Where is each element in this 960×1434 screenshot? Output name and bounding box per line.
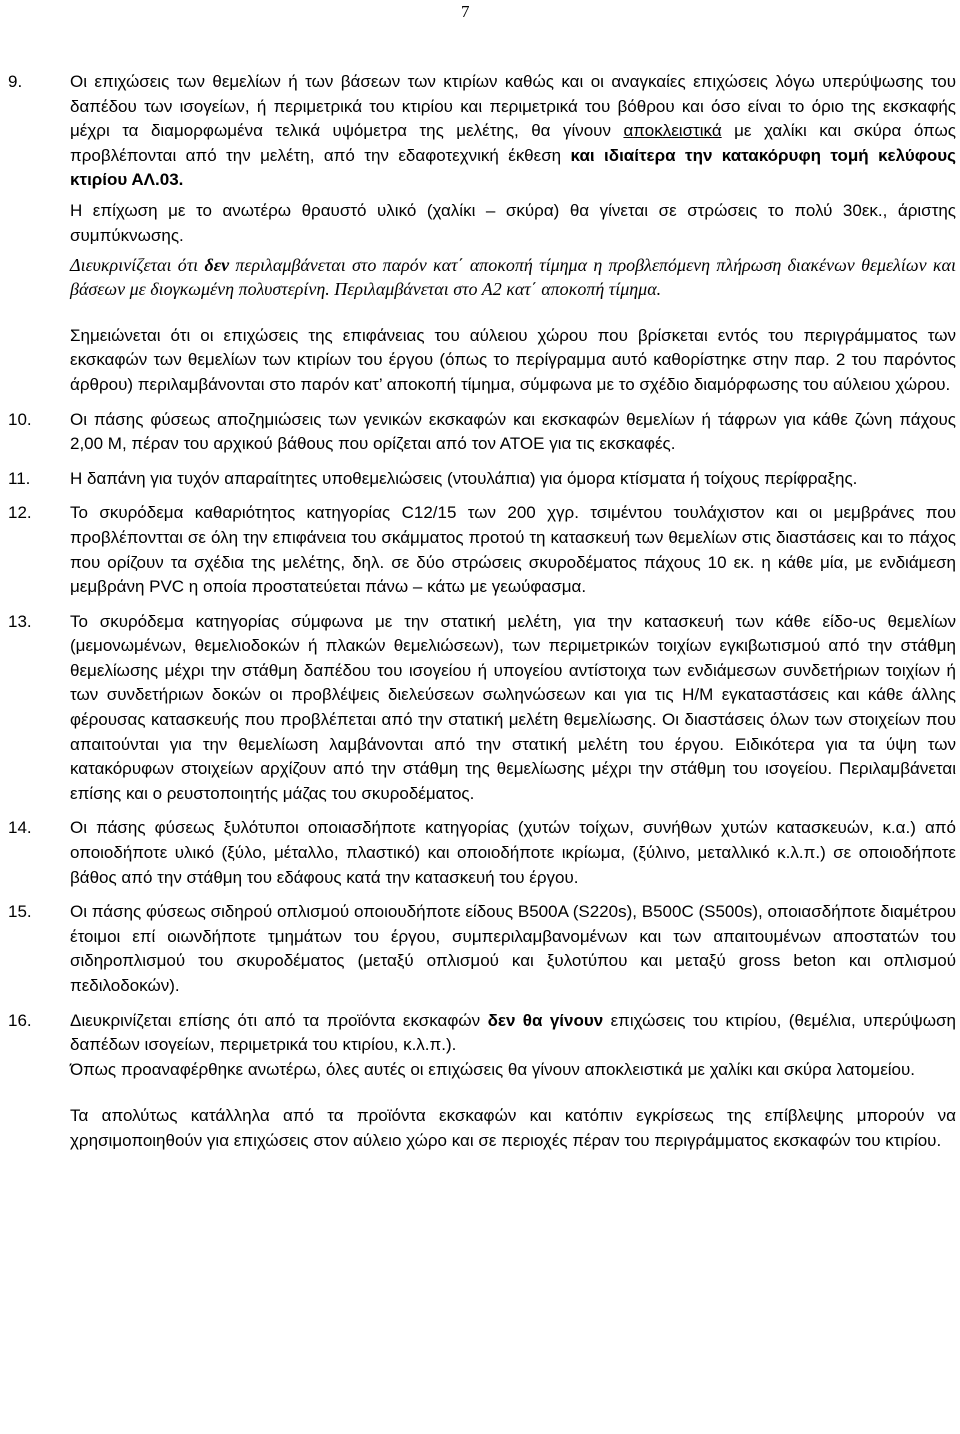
paragraph [70,70,956,193]
text-run: επιχώσεις του κτιρίου, (θεμέλια, υπερύψωση δαπέδων ισογείων, περιμετρικά του κτιρίου, κ.λ.π.). [70,1010,956,1055]
paragraph: Η επίχωση με το ανωτέρω θραυστό υλικό (χαλίκι – σκύρα) θα γίνεται σε στρώσεις το πολύ 30εκ., άριστης συμπύκνωσης. [70,200,956,245]
list-item-15 [0,900,960,998]
list-item-9 [0,70,960,398]
paragraph: Σημειώνεται ότι οι επιχώσεις της επιφάνειας του αύλειου χώρου που βρίσκεται εντός του περιγράμματος των εκσκαφών των θεμελίων των κτιρίων του έργου (όπως το περίγραμμα αυτό καθορίστηκε στην παρ. 2 του παρόντος άρθρου) περιλαμβάνονται στο παρόν κατ’ αποκοπή τίμημα, σύμφωνα με το σχέδιο διαμόρφωσης του αύλειου χώρου. [70,325,956,394]
item-content [70,1009,956,1154]
bold-text: δεν [204,255,230,276]
document-body [0,70,960,1154]
item-content [70,70,956,398]
list-item-11 [0,467,960,492]
paragraph: Τα απολύτως κατάλληλα από τα προϊόντα εκσκαφών και κατόπιν εγκρίσεως της επίβλεψης μπορούν να χρησιμοποιηθούν για επιχώσεις στον αύλειο χώρο και σε περιοχές πέραν του περιγράμματος εκσκαφών του κτιρίου. [70,1106,956,1150]
item-number: 13. [8,611,32,631]
list-item-16 [0,1009,960,1154]
paragraph [70,1009,956,1058]
paragraph: Το σκυρόδεμα καθαριότητος κατηγορίας C12/15 των 200 χγρ. τσιμέντου τουλάχιστον και οι μεμβράνες που προβλέποντται σε όλη την επιφάνεια του σκάμματος προτού τη κατασκευή των θεμελίων στις διαστάσεις και το πάχος που ορίζουν τα σχέδια της μελέτης, δηλ. σε δύο στρώσεις σκυροδέματος πάχους 10 εκ. η κάθε μία, με ενδιάμεση μεμβράνη PVC η οποία προστατεύεται πάνω – κάτω με γεωύφασμα. [70,503,956,597]
item-number: 12. [8,503,32,523]
item-number: 15. [8,902,32,922]
underlined-text: αποκλειστικά [623,121,722,141]
bold-text: δεν θα γίνουν [487,1010,604,1030]
item-number: 10. [8,409,32,429]
item-content [70,467,956,492]
list-item-13 [0,610,960,807]
list-item-10 [0,408,960,457]
text-run: Οι επιχώσεις των θεμελίων ή των βάσεων των κτιρίων καθώς και οι αναγκαίες επιχώσεις λόγω υπερύψωσης του δαπέδου των ισογείων, ή περιμετρικά του κτιρίου και περιμετρικά του βόθρου και όσο είναι το όριο της εκσκαφής μέχρι τα διαμορφωμένα τελικά υψόμετρα της μελέτης, θα γίνουν [70,72,956,141]
list-item-14 [0,816,960,890]
item-number: 9. [8,72,23,91]
paragraph: Οι πάσης φύσεως αποζημιώσεις των γενικών εκσκαφών και εκσκαφών θεμελίων ή τάφρων για κάθε ζώνη πάχους 2,00 Μ, πέραν του αρχικού βάθους που ορίζεται από τον ΑΤΟΕ για τις εκσκαφές. [70,409,956,454]
item-content [70,900,956,998]
paragraph: Όπως προαναφέρθηκε ανωτέρω, όλες αυτές οι επιχώσεις θα γίνουν αποκλειστικά με χαλίκι και σκύρα λατομείου. [70,1059,916,1079]
page-number: 7 [461,2,470,21]
item-content [70,816,956,890]
item-content [70,408,956,457]
paragraph: Το σκυρόδεμα κατηγορίας σύμφωνα με την στατική μελέτη, για την κατασκευή των κάθε είδο-υς θεμελίων (μεμονωμένων, θεμελιοδοκών ή πλακών θεμελιώσεων), των περιμετρικών τοιχίων εγκιβωτισμού από την στάθμη θεμελίωσης μέχρι την στάθμη δαπέδου του ισογείου ή υπογείου αντίστοιχα των ενδιάμεσων συνδετήριων τοιχίων ή των συνδετήριων δοκών οι προβλέψεις διελεύσεων σωληνώσεων και για τις Η/Μ εγκαταστάσεις και κάθε άλλης φέρουσας κατασκευής που προβλέπεται από την στατική μελέτη θεμελίωσης. Οι διαστάσεις όλων των στοιχείων που απαιτούνται για την θεμελίωση λαμβάνονται από την στατική μελέτη του έργου. Ειδικότερα για τα ύψη των κατακόρυφων στοιχείων αρχίζουν από την στάθμη της θεμελίωσης μέχρι την στάθμη του ισογείου. Περιλαμβάνεται επίσης και ο ρευστοποιητής μάζας του σκυροδέματος. [70,611,956,803]
text-run: Διευκρινίζεται επίσης ότι από τα προϊόντα εκσκαφών [70,1010,488,1030]
item-number: 11. [8,468,31,488]
item-content [70,610,956,807]
bold-text: και ιδιαίτερα την κατακόρυφη τομή κελύφους κτιρίου ΑΛ.03. [70,145,956,190]
item-number: 16. [8,1010,32,1030]
paragraph: Οι πάσης φύσεως σιδηρού οπλισμού οποιουδήποτε είδους B500A (S220s), B500C (S500s), οποιασδήποτε διαμέτρου έτοιμοι επί οιωνδήποτε τμημάτων του έργου, συμπεριλαμβανομένων και των απαιτουμένων αποστατών του σιδηροπλισμού του σκυροδέματος (μεταξύ οπλισμού και ξυλοτύπου και μεταξύ gross beton και οπλισμού πεδιλοδοκών). [70,902,956,995]
item-number: 14. [8,818,32,838]
item-content [70,501,956,599]
text-run: με χαλίκι και σκύρα όπως προβλέπονται από την μελέτη, από την εδαφοτεχνική έκθεση [70,121,956,165]
paragraph: Η δαπάνη για τυχόν απαραίτητες υποθεμελιώσεις (ντουλάπια) για όμορα κτίσματα ή τοίχους περίφραξης. [70,468,858,488]
italic-note [70,254,956,302]
text-run: Διευκρινίζεται ότι [70,255,205,276]
text-run: περιλαμβάνεται στο παρόν κατ΄ αποκοπή τίμημα η προβλεπόμενη πλήρωση διακένων θεμελίων και βάσεων με διογκωμένη πολυστερίνη. Περιλαμβάνεται στο Α2 κατ΄ αποκοπή τίμημα. [70,255,956,299]
paragraph: Οι πάσης φύσεως ξυλότυποι οποιασδήποτε κατηγορίας (χυτών τοίχων, συνήθων χυτών κατασκευών, κ.α.) από οποιοδήποτε υλικό (ξύλο, μέταλλο, πλαστικό) και οποιοδήποτε ικρίωμα, (ξύλινο, μεταλλικό κ.λ.π.) σε οποιοδήποτε βάθος από την στάθμη του εδάφους κατά την κατασκευή του έργου. [70,818,956,887]
list-item-12 [0,501,960,599]
